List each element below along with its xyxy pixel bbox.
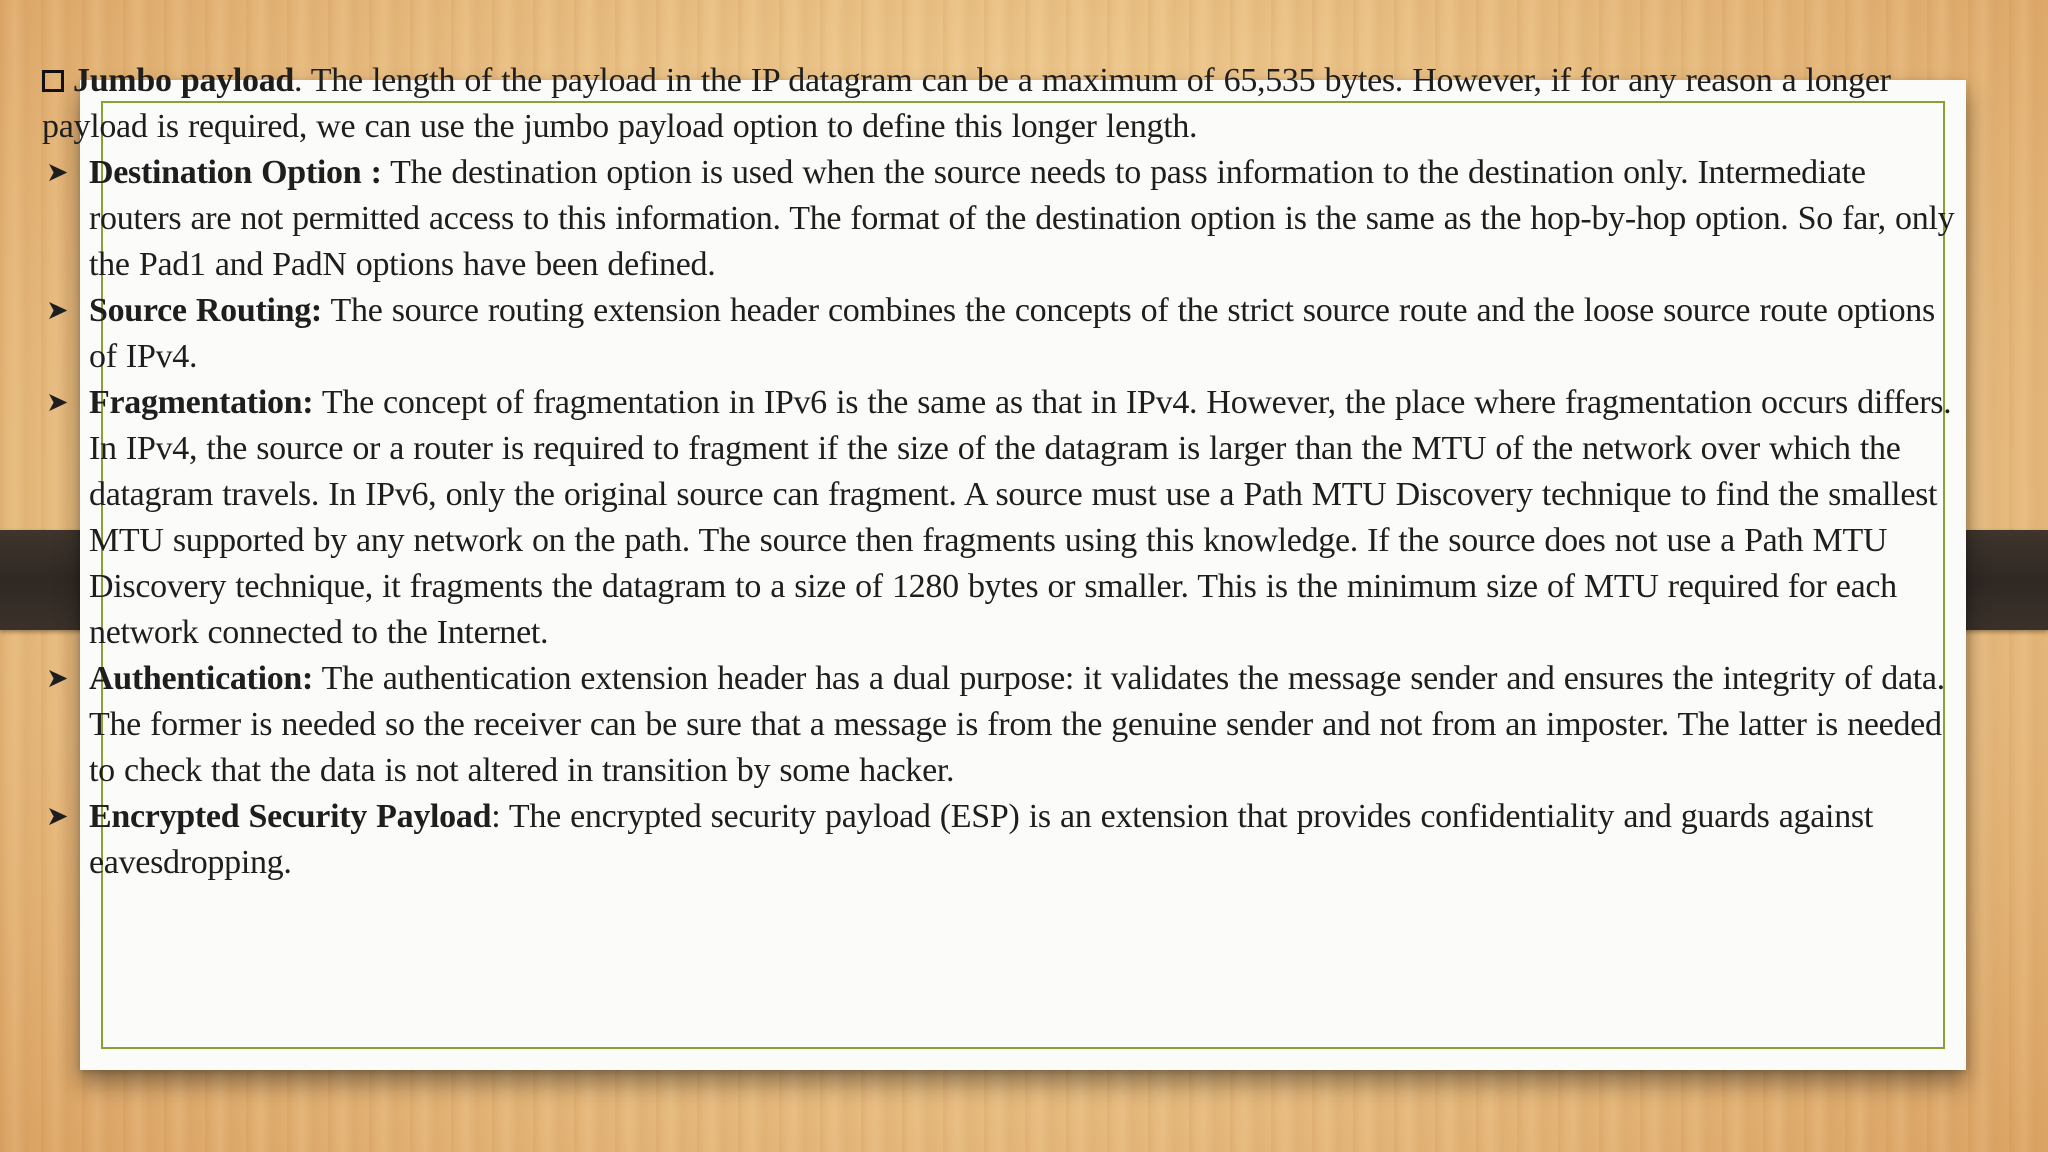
arrowhead-bullet-icon: ➤	[46, 663, 69, 694]
checkbox-square-icon	[42, 70, 64, 92]
intro-term: Jumbo payload	[73, 62, 295, 99]
intro-text: . The length of the payload in the IP datagram can be a maximum of 65,535 bytes. However, if for any reason a longer payload is required, we can use the jumbo payload option to define this longer length.	[42, 62, 1891, 145]
arrowhead-bullet-icon: ➤	[46, 295, 69, 326]
bullet-text: The authentication extension header has a dual purpose: it validates the message sender and ensures the integrity of data. The former is needed so the receiver can be sure that a message is from the genuine sender and not from an imposter. The latter is needed to check that the data is not altered in transition by some hacker.	[89, 660, 1945, 789]
bullet-text: The concept of fragmentation in IPv6 is the same as that in IPv4. However, the place where fragmentation occurs differs. In IPv4, the source or a router is required to fragment if the size of the datagram is larger than the MTU of the network over which the datagram travels. In IPv6, only the original source can fragment. A source must use a Path MTU Discovery technique to find the smallest MTU supported by any network on the path. The source then fragments using this knowledge. If the source does not use a Path MTU Discovery technique, it fragments the datagram to a size of 1280 bytes or smaller. This is the minimum size of MTU required for each network connected to the Internet.	[89, 384, 1952, 651]
bullet-text: The destination option is used when the source needs to pass information to the destination only. Intermediate routers are not permitted access to this information. The format of the destination option is the same as the hop-by-hop option. So far, only the Pad1 and PadN options have been defined.	[89, 154, 1955, 283]
bullet-term: Encrypted Security Payload	[89, 798, 492, 835]
arrowhead-bullet-icon: ➤	[46, 801, 69, 832]
extension-header-list	[42, 150, 1957, 886]
bullet-item-source-routing	[42, 288, 1957, 380]
arrowhead-bullet-icon: ➤	[46, 157, 69, 188]
bullet-item-encrypted-security-payload	[42, 794, 1957, 886]
bullet-term: Authentication:	[89, 660, 314, 697]
bullet-term: Fragmentation:	[89, 384, 314, 421]
slide-content	[42, 58, 1957, 886]
arrowhead-bullet-icon: ➤	[46, 387, 69, 418]
bullet-item-destination-option	[42, 150, 1957, 288]
bullet-text: : The encrypted security payload (ESP) is an extension that provides confidentiality and guards against eavesdropping.	[89, 798, 1873, 881]
bullet-item-fragmentation	[42, 380, 1957, 656]
intro-paragraph	[42, 58, 1957, 150]
bullet-term: Source Routing:	[89, 292, 322, 329]
bullet-item-authentication	[42, 656, 1957, 794]
bullet-text: The source routing extension header combines the concepts of the strict source route and the loose source route options of IPv4.	[89, 292, 1935, 375]
bullet-term: Destination Option :	[89, 154, 382, 191]
